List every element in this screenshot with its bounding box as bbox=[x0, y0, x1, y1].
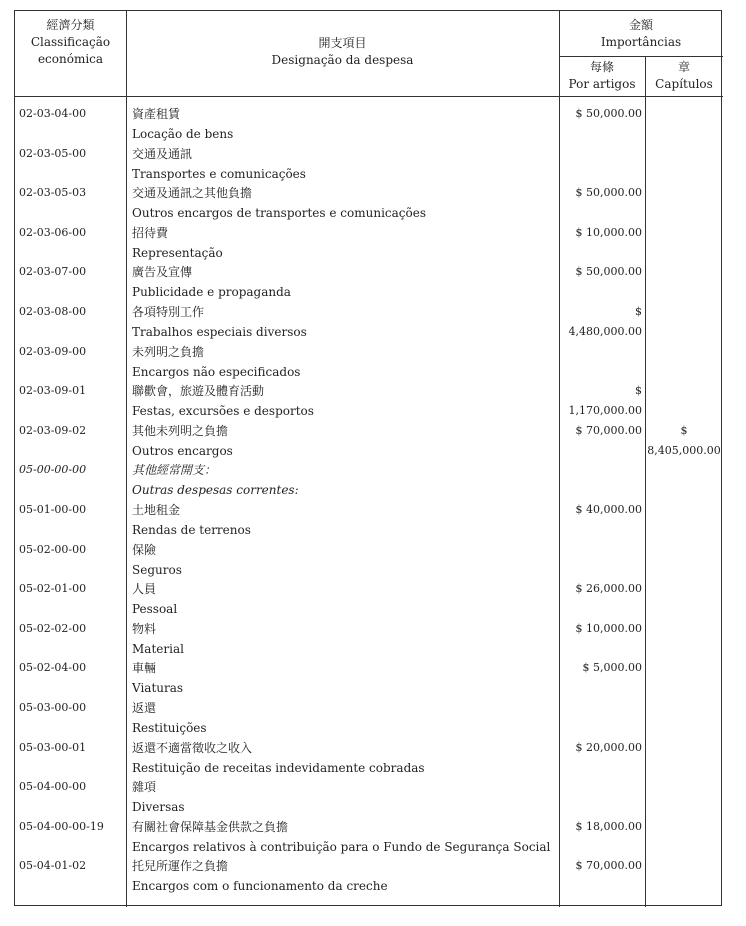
row-description-pt: Locação de bens bbox=[132, 127, 234, 141]
row-description bbox=[132, 817, 562, 857]
row-amount: $ 5,000.00 bbox=[582, 661, 642, 675]
row-amount: $ 70,000.00 bbox=[575, 423, 642, 437]
row-description-zh: 物料 bbox=[132, 621, 157, 636]
row-code: 05-03-00-00 bbox=[19, 701, 87, 714]
row-description-pt: Material bbox=[132, 641, 184, 656]
row-description-zh: 有關社會保障基金供款之負擔 bbox=[132, 819, 289, 834]
row-amount: $ 70,000.00 bbox=[575, 859, 642, 873]
row-code: 05-02-00-00 bbox=[19, 542, 87, 556]
row-amount: $ 50,000.00 bbox=[575, 265, 642, 279]
row-amount: $ 50,000.00 bbox=[575, 186, 642, 200]
table-row bbox=[15, 698, 723, 738]
header-designation bbox=[126, 35, 559, 69]
row-description bbox=[132, 421, 562, 461]
row-code: 05-02-01-00 bbox=[19, 582, 87, 596]
row-description-zh: 土地租金 bbox=[132, 503, 181, 517]
row-description-pt: Trabalhos especiais diversos bbox=[132, 325, 307, 339]
table-row bbox=[15, 579, 723, 619]
row-description-zh: 資產租賃 bbox=[132, 107, 181, 121]
row-description bbox=[132, 262, 562, 302]
row-description bbox=[132, 342, 562, 382]
row-description bbox=[132, 540, 562, 580]
row-code: 02-03-09-01 bbox=[19, 384, 87, 398]
table-row bbox=[15, 738, 723, 778]
row-description-zh: 車輛 bbox=[132, 661, 157, 676]
row-description-zh: 托兒所運作之負擔 bbox=[132, 859, 229, 874]
table-row bbox=[15, 421, 723, 461]
row-amount: $ 10,000.00 bbox=[575, 621, 642, 635]
table-row bbox=[15, 262, 723, 302]
header-por-artigos-zh: 每條 bbox=[589, 60, 614, 74]
row-description-pt: Publicidade e propaganda bbox=[132, 285, 291, 300]
row-description bbox=[132, 658, 562, 698]
row-description bbox=[132, 698, 562, 738]
row-description-zh: 交通及通訊 bbox=[132, 146, 193, 161]
row-description-pt: Festas, excursões e desportos bbox=[132, 404, 314, 419]
header-importancias bbox=[559, 17, 723, 51]
header-capitulos-zh: 章 bbox=[677, 60, 690, 74]
row-description-pt: Encargos relativos à contribuição para o Fundo de Segurança Social bbox=[132, 839, 551, 854]
row-code: 02-03-05-03 bbox=[19, 186, 87, 200]
row-code: 05-03-00-01 bbox=[19, 740, 87, 754]
header-capitulos bbox=[645, 59, 723, 93]
row-description-zh: 招待費 bbox=[132, 225, 169, 240]
row-code: 05-02-04-00 bbox=[19, 661, 87, 675]
row-description-zh: 未列明之負擔 bbox=[132, 344, 205, 359]
table-row bbox=[15, 342, 723, 382]
row-description-pt: Outros encargos bbox=[132, 443, 233, 458]
row-code: 05-04-01-02 bbox=[19, 859, 87, 873]
row-code: 02-03-08-00 bbox=[19, 305, 87, 318]
table-row bbox=[15, 223, 723, 263]
row-description-pt: Viaturas bbox=[132, 681, 184, 696]
header-subline bbox=[559, 56, 723, 57]
row-description-pt: Encargos não especificados bbox=[132, 364, 301, 379]
row-description-zh: 保險 bbox=[132, 542, 157, 557]
row-description-zh: 交通及通訊之其他負擔 bbox=[132, 186, 253, 201]
row-description bbox=[132, 144, 562, 184]
header-designation-pt: Designação da despesa bbox=[271, 53, 414, 67]
row-code: 02-03-05-00 bbox=[19, 146, 87, 160]
row-description bbox=[132, 500, 562, 540]
header-capitulos-pt: Capítulos bbox=[655, 77, 713, 91]
row-description-pt: Pessoal bbox=[132, 602, 178, 617]
row-amount: $ 18,000.00 bbox=[575, 819, 642, 833]
header-bottom-line bbox=[15, 96, 723, 97]
row-description-pt: Transportes e comunicações bbox=[132, 166, 306, 181]
row-description-zh: 其他經常開支： bbox=[132, 463, 217, 478]
row-description-zh: 雜項 bbox=[132, 780, 157, 795]
row-code: 02-03-09-02 bbox=[19, 423, 87, 437]
header-classification bbox=[15, 17, 126, 68]
row-description bbox=[132, 856, 562, 896]
row-description bbox=[132, 183, 562, 223]
header-por-artigos bbox=[559, 59, 645, 93]
row-description-zh: 返還不適當徵收之收入 bbox=[132, 740, 253, 755]
row-description-zh: 各項特別工作 bbox=[132, 305, 205, 319]
table-row bbox=[15, 540, 723, 580]
header-importancias-zh: 金額 bbox=[628, 18, 653, 32]
row-description-pt: Outras despesas correntes: bbox=[132, 483, 299, 498]
row-description-pt: Seguros bbox=[132, 562, 182, 577]
table-row bbox=[15, 500, 723, 540]
row-amount: $ 26,000.00 bbox=[575, 582, 642, 596]
table-row bbox=[15, 381, 723, 421]
table-row bbox=[15, 817, 723, 857]
row-description-zh: 其他未列明之負擔 bbox=[132, 423, 229, 438]
row-description-pt: Restituição de receitas indevidamente cobradas bbox=[132, 760, 425, 775]
header-designation-zh: 開支項目 bbox=[318, 36, 367, 50]
row-description-pt: Rendas de terrenos bbox=[132, 523, 251, 537]
row-description bbox=[132, 738, 562, 778]
row-description-pt: Diversas bbox=[132, 800, 185, 815]
row-code: 02-03-06-00 bbox=[19, 225, 87, 239]
row-code: 05-04-00-00-19 bbox=[19, 819, 104, 833]
table-row bbox=[15, 460, 723, 500]
row-code: 02-03-09-00 bbox=[19, 344, 87, 358]
row-description bbox=[132, 381, 562, 421]
table-row bbox=[15, 302, 723, 342]
row-description bbox=[132, 104, 562, 144]
header-por-artigos-pt: Por artigos bbox=[568, 77, 636, 91]
row-description bbox=[132, 579, 562, 619]
row-description bbox=[132, 619, 562, 659]
row-code: 02-03-07-00 bbox=[19, 265, 87, 279]
row-description-pt: Encargos com o funcionamento da creche bbox=[132, 879, 388, 894]
row-amount: $ 40,000.00 bbox=[575, 503, 642, 516]
chapter-total: $ 8,405,000.00 bbox=[647, 424, 721, 457]
row-description-pt: Restituições bbox=[132, 721, 207, 735]
row-description-zh: 人員 bbox=[132, 582, 157, 597]
header-classification-pt2: económica bbox=[37, 52, 104, 66]
budget-table bbox=[14, 10, 722, 906]
row-description bbox=[132, 777, 562, 817]
row-description-pt: Outros encargos de transportes e comunicações bbox=[132, 206, 426, 221]
table-row bbox=[15, 777, 723, 817]
row-code: 05-00-00-00 bbox=[19, 463, 87, 477]
table-row bbox=[15, 104, 723, 144]
table-row bbox=[15, 183, 723, 223]
row-amount: $ 4,480,000.00 bbox=[568, 305, 642, 338]
row-description bbox=[132, 223, 562, 263]
row-amount: $ 50,000.00 bbox=[575, 107, 642, 120]
row-code: 02-03-04-00 bbox=[19, 107, 87, 120]
table-row bbox=[15, 856, 723, 896]
header-importancias-pt: Importâncias bbox=[600, 35, 682, 49]
row-code: 05-04-00-00 bbox=[19, 780, 87, 794]
row-amount: $ 20,000.00 bbox=[575, 740, 642, 754]
row-amount: $ 1,170,000.00 bbox=[568, 384, 642, 418]
row-description-zh: 聯歡會，旅遊及體育活動 bbox=[132, 384, 265, 399]
table-row bbox=[15, 144, 723, 184]
header-classification-pt1: Classificação bbox=[30, 35, 111, 49]
row-description-zh: 廣告及宣傳 bbox=[132, 265, 193, 280]
row-description-zh: 返還 bbox=[132, 701, 157, 715]
table-row bbox=[15, 658, 723, 698]
row-code: 05-01-00-00 bbox=[19, 503, 87, 516]
row-description bbox=[132, 302, 562, 342]
table-row bbox=[15, 619, 723, 659]
row-code: 05-02-02-00 bbox=[19, 621, 87, 635]
row-amount: $ 10,000.00 bbox=[575, 225, 642, 239]
row-description bbox=[132, 460, 562, 500]
header-classification-zh: 經濟分類 bbox=[46, 18, 95, 32]
row-description-pt: Representação bbox=[132, 245, 223, 260]
